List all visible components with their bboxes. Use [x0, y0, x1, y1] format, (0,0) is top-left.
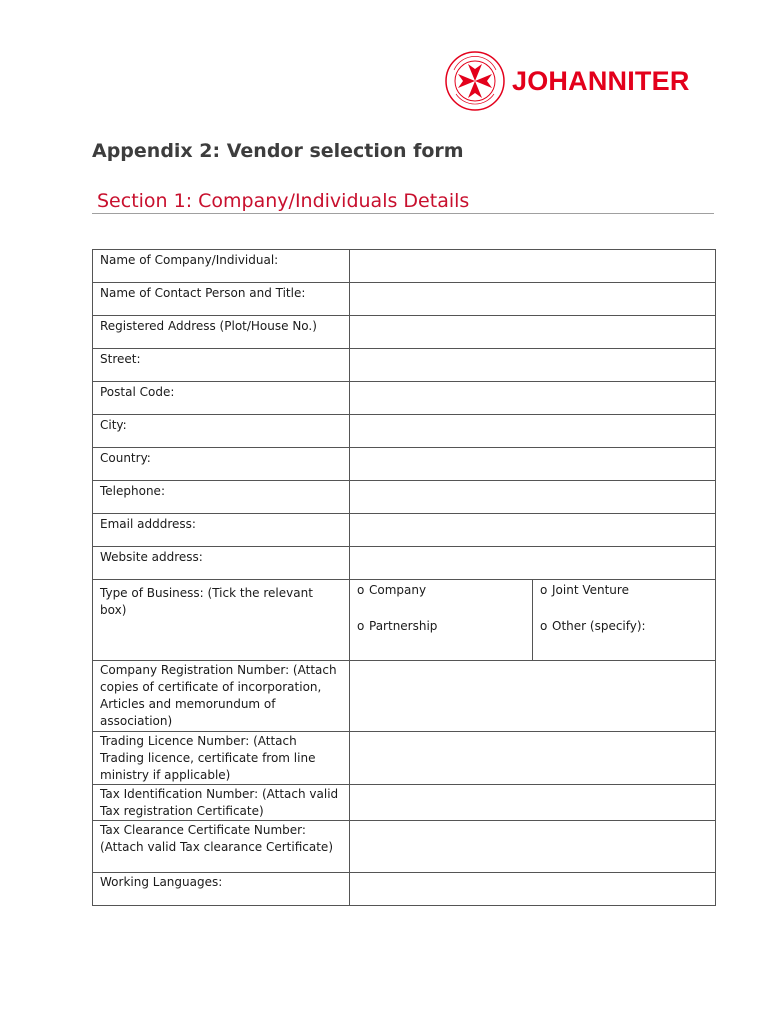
table-row — [93, 732, 716, 785]
trading-licence-input[interactable] — [350, 732, 716, 785]
field-label: Postal Code: — [93, 382, 350, 415]
table-row — [93, 873, 716, 906]
table-row — [93, 349, 716, 382]
company-name-input[interactable] — [350, 250, 716, 283]
field-label: Trading Licence Number: (Attach Trading licence, certificate from line ministry if applicable) — [93, 732, 350, 785]
logo-wordmark: JOHANNITER — [512, 65, 690, 96]
maltese-cross-seal-icon — [444, 50, 506, 112]
postal-code-input[interactable] — [350, 382, 716, 415]
field-label: Company Registration Number: (Attach copies of certificate of incorporation, Articles and memorundum of association) — [93, 661, 350, 732]
street-input[interactable] — [350, 349, 716, 382]
johanniter-logo — [444, 50, 690, 112]
option-label: Joint Venture — [552, 583, 629, 597]
field-label: Tax Clearance Certificate Number: (Attach valid Tax clearance Certificate) — [93, 821, 350, 873]
business-type-options-right — [533, 580, 716, 661]
table-row — [93, 250, 716, 283]
option-label: Other (specify): — [552, 619, 646, 633]
field-label: Name of Company/Individual: — [93, 250, 350, 283]
business-option-joint-venture[interactable] — [540, 582, 709, 618]
field-label: Registered Address (Plot/House No.) — [93, 316, 350, 349]
field-label: City: — [93, 415, 350, 448]
option-label: Company — [369, 583, 427, 597]
tax-id-input[interactable] — [350, 785, 716, 821]
table-row — [93, 661, 716, 732]
website-input[interactable] — [350, 547, 716, 580]
business-option-other[interactable] — [540, 618, 709, 654]
vendor-details-table — [92, 249, 716, 906]
city-input[interactable] — [350, 415, 716, 448]
field-label: Type of Business: (Tick the relevant box) — [93, 580, 350, 661]
field-label: Tax Identification Number: (Attach valid Tax registration Certificate) — [93, 785, 350, 821]
option-label: Partnership — [369, 619, 438, 633]
field-label: Street: — [93, 349, 350, 382]
field-label: Working Languages: — [93, 873, 350, 906]
field-label: Name of Contact Person and Title: — [93, 283, 350, 316]
table-row — [93, 448, 716, 481]
section-title: Section 1: Company/Individuals Details — [97, 190, 470, 212]
business-option-partnership[interactable] — [357, 618, 526, 654]
table-row — [93, 821, 716, 873]
table-row — [93, 481, 716, 514]
table-row — [93, 382, 716, 415]
table-row — [93, 316, 716, 349]
checkbox-bullet-icon[interactable]: o — [540, 583, 548, 597]
registered-address-input[interactable] — [350, 316, 716, 349]
contact-person-input[interactable] — [350, 283, 716, 316]
field-label: Email adddress: — [93, 514, 350, 547]
table-row — [93, 785, 716, 821]
table-row — [93, 415, 716, 448]
field-label: Country: — [93, 448, 350, 481]
table-row — [93, 547, 716, 580]
company-registration-input[interactable] — [350, 661, 716, 732]
checkbox-bullet-icon[interactable]: o — [357, 583, 365, 597]
working-languages-input[interactable] — [350, 873, 716, 906]
telephone-input[interactable] — [350, 481, 716, 514]
checkbox-bullet-icon[interactable]: o — [357, 619, 365, 633]
business-option-company[interactable] — [357, 582, 526, 618]
page-title: Appendix 2: Vendor selection form — [92, 140, 464, 162]
section-divider — [92, 213, 714, 214]
table-row — [93, 283, 716, 316]
business-type-options-left — [350, 580, 533, 661]
email-input[interactable] — [350, 514, 716, 547]
field-label: Website address: — [93, 547, 350, 580]
table-row — [93, 580, 716, 661]
tax-clearance-input[interactable] — [350, 821, 716, 873]
field-label: Telephone: — [93, 481, 350, 514]
table-row — [93, 514, 716, 547]
country-input[interactable] — [350, 448, 716, 481]
checkbox-bullet-icon[interactable]: o — [540, 619, 548, 633]
